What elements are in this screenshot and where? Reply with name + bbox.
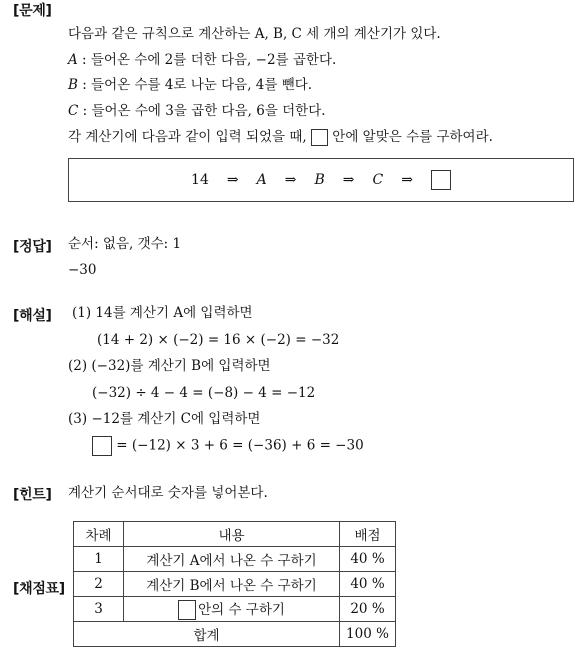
hint-label: [힌트] — [13, 487, 52, 503]
row-points: 20 % — [340, 597, 396, 622]
row-order: 3 — [74, 597, 124, 622]
answer-label: [정답] — [13, 239, 52, 255]
flow-start: 14 — [191, 172, 209, 188]
hint-text: 계산기 순서대로 숫자를 넣어본다. — [68, 485, 268, 501]
row-blank-box — [178, 600, 196, 620]
rule-c-name: C — [68, 103, 79, 119]
answer-value: −30 — [68, 262, 97, 278]
row-content-cell — [124, 597, 340, 622]
flow-c: C — [372, 172, 384, 188]
row-order: 1 — [74, 547, 124, 572]
row-order: 2 — [74, 572, 124, 597]
table-row — [74, 547, 396, 572]
question-before: 각 계산기에 다음과 같이 입력 되었을 때, — [68, 129, 307, 145]
row-content: 안의 수 구하기 — [198, 601, 285, 618]
row-content: 계산기 A에서 나온 수 구하기 — [124, 547, 340, 572]
row-points: 40 % — [340, 572, 396, 597]
rule-a-name: A — [68, 52, 78, 68]
rule-a — [68, 51, 336, 69]
table-row — [74, 597, 396, 622]
total-label: 합계 — [74, 622, 340, 647]
explanation-label: [해설] — [13, 308, 52, 324]
header-points: 배점 — [340, 522, 396, 547]
flow-a: A — [256, 172, 267, 188]
rule-a-text: : 들어온 수에 2를 더한 다음, −2를 곱한다. — [77, 52, 337, 68]
flow-arrow: ⇒ — [284, 172, 297, 188]
problem-intro: 다음과 같은 규칙으로 계산하는 A, B, C 세 개의 계산기가 있다. — [68, 26, 441, 42]
grading-total-row — [74, 622, 396, 647]
grading-label: [채점표] — [13, 581, 65, 597]
explanation-step2: (2) (−32)를 계산기 B에 입력하면 — [68, 358, 271, 374]
header-content: 내용 — [124, 522, 340, 547]
header-order: 차례 — [74, 522, 124, 547]
row-points: 40 % — [340, 547, 396, 572]
explanation-eq1: (14 + 2) × (−2) = 16 × (−2) = −32 — [97, 332, 340, 348]
problem-question — [68, 128, 493, 146]
explanation-step1: (1) 14를 계산기 A에 입력하면 — [72, 305, 253, 321]
answer-meta: 순서: 없음, 갯수: 1 — [68, 236, 182, 252]
rule-c — [68, 102, 326, 120]
explanation-step3: (3) −12를 계산기 C에 입력하면 — [68, 411, 261, 427]
rule-b — [68, 76, 312, 94]
flow-arrow: ⇒ — [401, 172, 413, 188]
row-content: 계산기 B에서 나온 수 구하기 — [124, 572, 340, 597]
blank-box — [311, 129, 328, 146]
flow-blank-box — [431, 170, 451, 190]
grading-header-row — [74, 522, 396, 547]
rule-b-name: B — [68, 77, 78, 93]
total-points: 100 % — [340, 622, 396, 647]
flow-diagram — [68, 158, 574, 202]
eq3-blank-box — [92, 436, 112, 456]
table-row — [74, 572, 396, 597]
rule-b-text: : 들어온 수를 4로 나눈 다음, 4를 뺀다. — [77, 77, 313, 93]
problem-label: [문제] — [13, 3, 52, 19]
rule-c-text: : 들어온 수에 3을 곱한 다음, 6을 더한다. — [78, 103, 326, 119]
explanation-eq2: (−32) ÷ 4 − 4 = (−8) − 4 = −12 — [92, 385, 316, 401]
grading-table — [73, 521, 396, 647]
flow-arrow: ⇒ — [226, 172, 239, 188]
explanation-eq3: = (−12) × 3 + 6 = (−36) + 6 = −30 — [116, 437, 364, 454]
explanation-eq3-row — [92, 436, 364, 456]
flow-arrow: ⇒ — [342, 172, 355, 188]
question-after: 안에 알맞은 수를 구하여라. — [332, 129, 493, 145]
flow-b: B — [314, 172, 325, 188]
